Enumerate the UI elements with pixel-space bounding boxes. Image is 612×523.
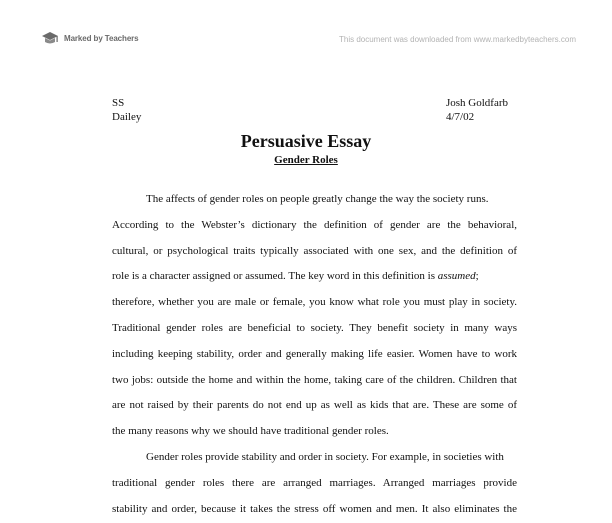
body-line: traditional gender roles there are arranged marriages. Arranged marriages provide — [112, 476, 517, 489]
teacher-name: Dailey — [112, 111, 142, 123]
body-line: are not raised by their parents do not end up as well as kids that are. These are some of — [112, 399, 517, 412]
essay-title: Persuasive Essay — [240, 131, 372, 151]
body-line: the many reasons why we should have traditional gender roles. — [112, 425, 389, 438]
essay-date: 4/7/02 — [446, 111, 475, 123]
body-line: Traditional gender roles are beneficial to society. They benefit society in many ways — [112, 321, 517, 334]
marked-by-teachers-logo — [40, 30, 139, 46]
body-line: The affects of gender roles on people greatly change the way the society runs. — [146, 193, 489, 205]
body-line: cultural, or psychological traits typically associated with one sex, and the definition of — [112, 244, 517, 257]
watermark-bar — [0, 0, 612, 70]
header-right — [446, 96, 508, 124]
author-name: Josh Goldfarb — [446, 97, 509, 109]
body-line: including keeping stability, order and generally making life easier. Women have to work — [112, 347, 517, 360]
download-note: This document was downloaded from www.markedbyteachers.com — [339, 35, 576, 44]
body-line: therefore, whether you are male or female, you know what role you must play in society. — [112, 296, 517, 309]
logo-text: Marked by Teachers — [64, 33, 139, 43]
emphasized-word: assumed — [437, 270, 476, 283]
graduation-cap-icon — [40, 30, 60, 46]
essay-body — [112, 187, 517, 522]
body-line: Gender roles provide stability and order in society. For example, in societies with — [146, 450, 504, 463]
body-line: role is a character assigned or assumed. The key word in this definition is assumed; — [112, 270, 479, 283]
body-line: stability and order, because it takes the stress off women and men. It also eliminates the — [112, 502, 517, 515]
body-line: two jobs: outside the home and within the home, taking care of the children. Children that — [112, 373, 517, 386]
header-left — [112, 96, 141, 124]
essay-subtitle: Gender Roles — [274, 154, 338, 166]
class-name: SS — [112, 97, 125, 109]
body-line: According to the Webster’s dictionary the definition of gender are the behavioral, — [112, 218, 517, 231]
